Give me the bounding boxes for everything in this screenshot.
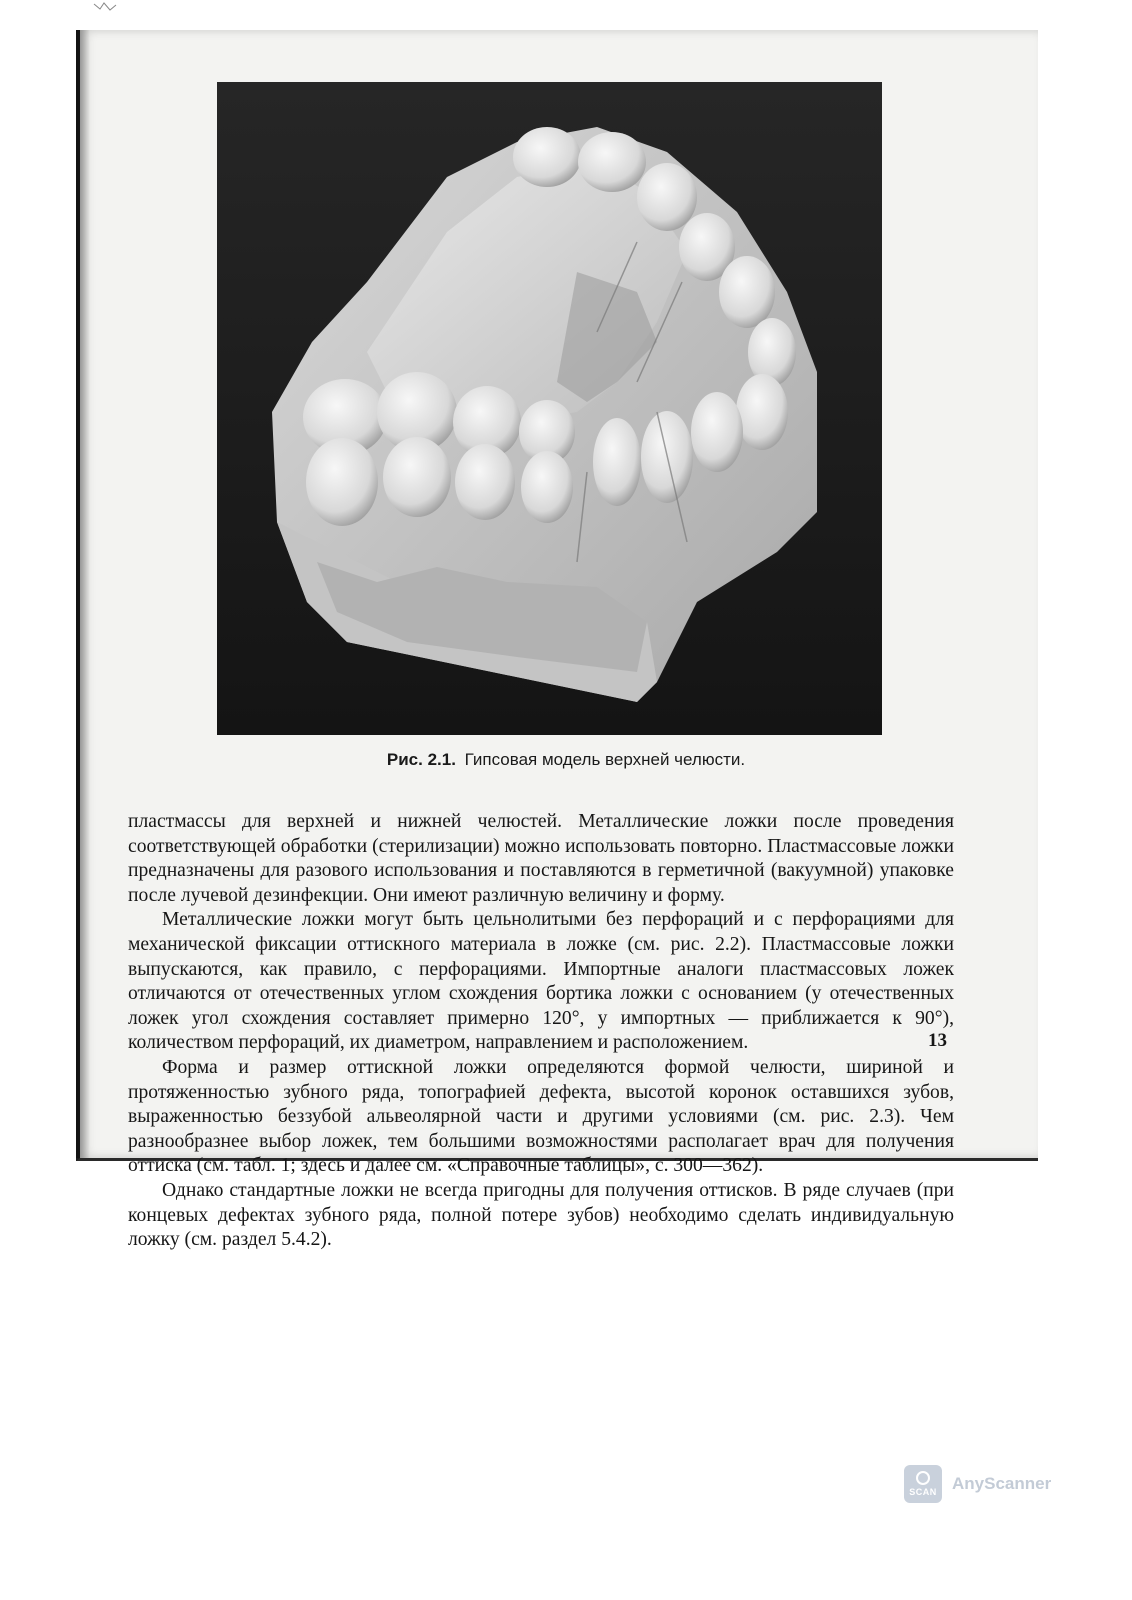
corner-scribble: [90, 0, 150, 20]
scanner-logo-text: SCAN: [909, 1487, 937, 1497]
body-text: [128, 810, 954, 1253]
scanner-app-name: AnyScanner: [952, 1474, 1052, 1493]
figure-label: Рис. 2.1.: [386, 750, 456, 769]
figure-caption: [0, 750, 1132, 770]
page-binding-shadow: [76, 30, 90, 1158]
plaster-jaw-model-image: [217, 82, 882, 735]
scanner-watermark: [904, 1465, 1051, 1503]
paragraph-3: Форма и размер оттискной ложки определяются формой челюсти, шириной и протяженностью зубного ряда, топографией дефекта, высотой коронок оставшихся зубов, выраженностью беззубой альвеолярной части и другими условиями (см. рис. 2.3). Чем разнообразнее выбор ложек, тем большими возможностями располагает врач для получения оттиска (см. табл. 1; здесь и далее см. «Справочные таблицы», с. 300—362).: [128, 1056, 954, 1177]
paragraph-4: Однако стандартные ложки не всегда пригодны для получения оттисков. В ряде случаев (при концевых дефектах зубного ряда, полной потере зубов) необходимо сделать индивидуальную ложку (см. раздел 5.4.2).: [128, 1179, 954, 1251]
page-number: 13: [928, 1030, 947, 1051]
scanner-logo-icon: [904, 1465, 942, 1503]
paragraph-2: Металлические ложки могут быть цельнолитыми без перфораций и с перфорациями для механической фиксации оттискного материала в ложке (см. рис. 2.2). Пластмассовые ложки выпускаются, как правило, с перфорациями. Импортные аналоги пластмассовых ложек отличаются от отечественных углом схождения бортика ложки с основанием (у отечественных ложек угол схождения составляет примерно 120°, у импортных — приближается к 90°), количеством перфораций, их диаметром, направлением и расположением.: [128, 909, 954, 1054]
paragraph-1: пластмассы для верхней и нижней челюстей. Металлические ложки после проведения соответствующей обработки (стерилизации) можно использовать повторно. Пластмассовые ложки предназначены для разового использования и поставляются в герметичной (вакуумной) упаковке после лучевой дезинфекции. Они имеют различную величину и форму.: [128, 811, 954, 906]
figure-photo-plaster-jaw-model: [217, 82, 882, 735]
figure-caption-text: Гипсовая модель верхней челюсти.: [464, 750, 746, 769]
